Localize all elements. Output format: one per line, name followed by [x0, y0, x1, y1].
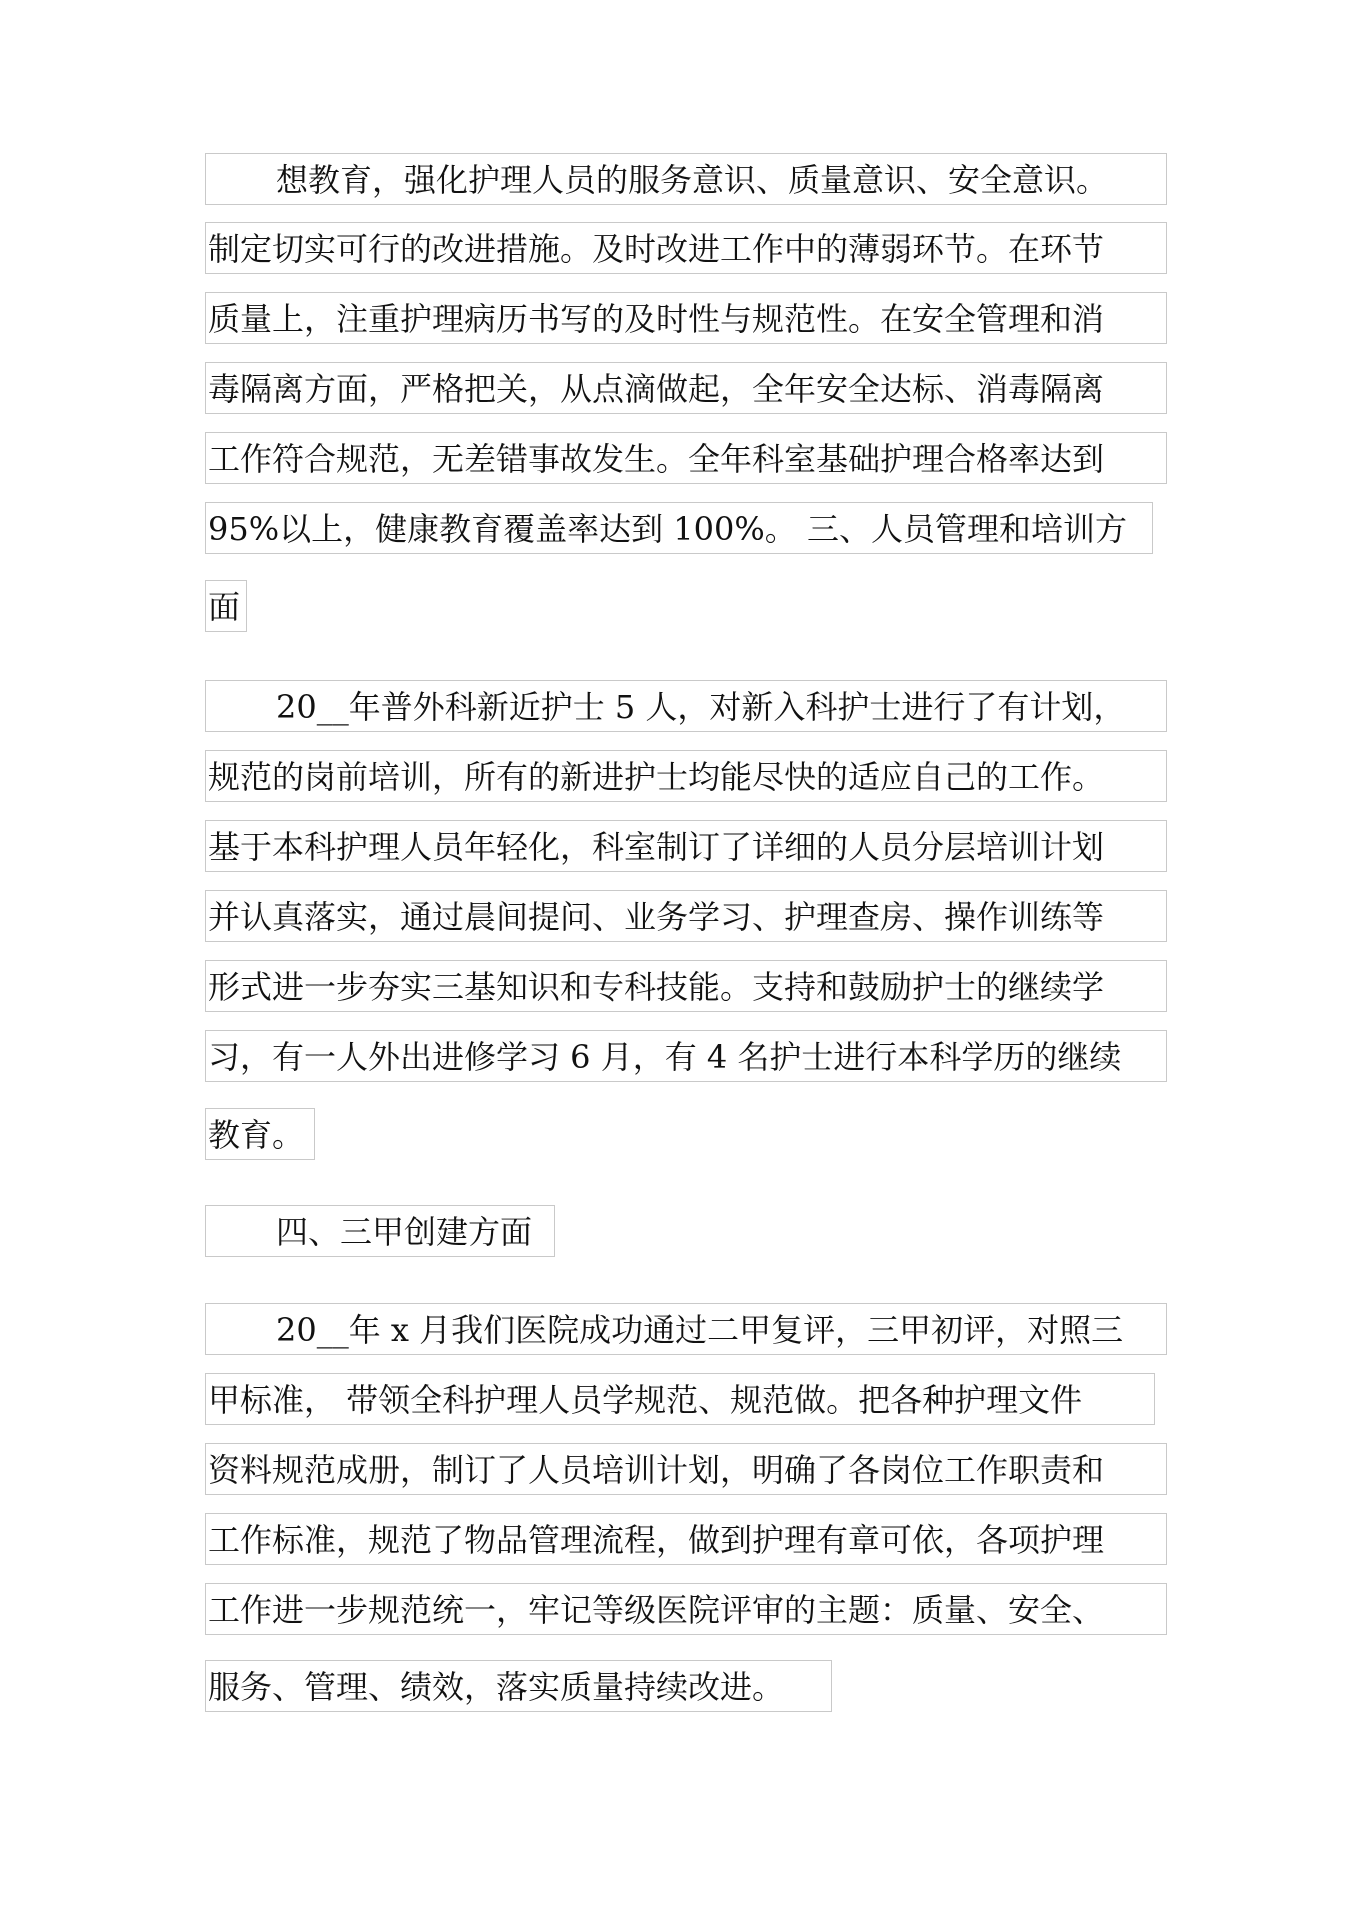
text-line: 面	[205, 580, 247, 632]
text-line: 甲标准， 带领全科护理人员学规范、规范做。把各种护理文件	[205, 1373, 1155, 1425]
text-line: 想教育，强化护理人员的服务意识、质量意识、安全意识。	[205, 153, 1167, 205]
text-line: 工作进一步规范统一，牢记等级医院评审的主题：质量、安全、	[205, 1583, 1167, 1635]
text-line: 基于本科护理人员年轻化，科室制订了详细的人员分层培训计划	[205, 820, 1167, 872]
text-line: 20__年普外科新近护士 5 人，对新入科护士进行了有计划，	[205, 680, 1167, 732]
text-line: 服务、管理、绩效，落实质量持续改进。	[205, 1660, 832, 1712]
text-line: 质量上，注重护理病历书写的及时性与规范性。在安全管理和消	[205, 292, 1167, 344]
section-heading: 四、三甲创建方面	[205, 1205, 555, 1257]
text-line: 资料规范成册，制订了人员培训计划，明确了各岗位工作职责和	[205, 1443, 1167, 1495]
text-line: 教育。	[205, 1108, 315, 1160]
text-line: 工作符合规范，无差错事故发生。全年科室基础护理合格率达到	[205, 432, 1167, 484]
text-line: 制定切实可行的改进措施。及时改进工作中的薄弱环节。在环节	[205, 222, 1167, 274]
text-line: 并认真落实，通过晨间提问、业务学习、护理查房、操作训练等	[205, 890, 1167, 942]
text-line: 毒隔离方面，严格把关，从点滴做起，全年安全达标、消毒隔离	[205, 362, 1167, 414]
text-line: 20__年 x 月我们医院成功通过二甲复评，三甲初评，对照三	[205, 1303, 1167, 1355]
text-line: 习，有一人外出进修学习 6 月，有 4 名护士进行本科学历的继续	[205, 1030, 1167, 1082]
text-line: 形式进一步夯实三基知识和专科技能。支持和鼓励护士的继续学	[205, 960, 1167, 1012]
text-line: 规范的岗前培训，所有的新进护士均能尽快的适应自己的工作。	[205, 750, 1167, 802]
text-line: 工作标准，规范了物品管理流程，做到护理有章可依，各项护理	[205, 1513, 1167, 1565]
text-line: 95%以上，健康教育覆盖率达到 100%。 三、人员管理和培训方	[205, 502, 1153, 554]
